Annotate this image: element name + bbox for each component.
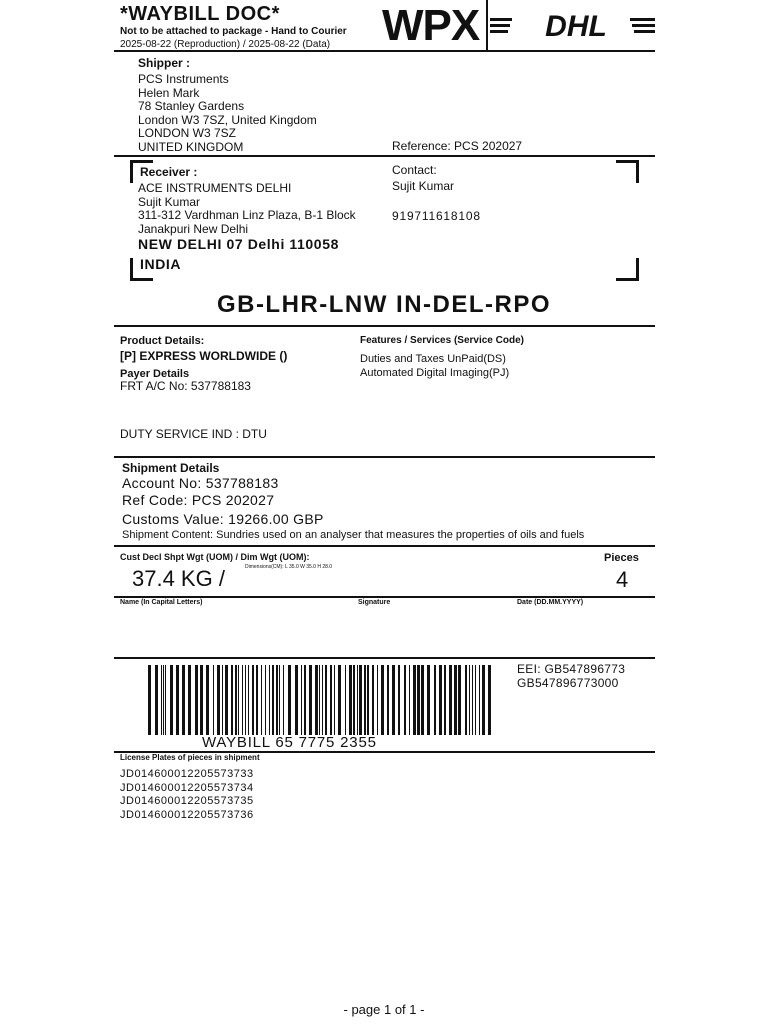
barcode-bar <box>269 665 270 735</box>
account-number: Account No: 537788183 <box>122 475 279 491</box>
features-list <box>360 353 509 380</box>
barcode-bar <box>417 665 420 735</box>
receiver-bracket-br <box>616 258 639 281</box>
barcode-bar <box>469 665 470 735</box>
barcode-bar <box>398 665 400 735</box>
barcode-top-rule <box>114 657 655 659</box>
barcode-bar <box>319 665 320 735</box>
barcode-bar <box>161 665 162 735</box>
barcode-bar <box>217 665 220 735</box>
barcode-bar <box>248 665 249 735</box>
barcode-bar <box>444 665 446 735</box>
routing-rule <box>114 325 655 327</box>
page-number: - page 1 of 1 - <box>343 1002 425 1017</box>
barcode-bar <box>367 665 369 735</box>
barcode-bar <box>309 665 312 735</box>
waybill-barcode <box>148 665 493 735</box>
barcode-bar <box>315 665 318 735</box>
name-label: Name (In Capital Letters) <box>120 599 203 606</box>
receiver-country: INDIA <box>140 256 182 272</box>
barcode-bar <box>421 665 424 735</box>
barcode-bar <box>238 665 239 735</box>
barcode-bar <box>288 665 291 735</box>
barcode-bar <box>245 665 246 735</box>
barcode-bar <box>182 665 185 735</box>
shipper-city-line: London W3 7SZ, United Kingdom <box>138 112 317 127</box>
shipper-postcode: LONDON W3 7SZ <box>138 126 237 140</box>
document-title: *WAYBILL DOC* <box>120 3 280 25</box>
barcode-bar <box>170 665 173 735</box>
contact-name: Sujit Kumar <box>392 179 455 193</box>
routing-code: GB-LHR-LNW IN-DEL-RPO <box>216 291 552 318</box>
barcode-bar <box>359 665 362 735</box>
license-plate: JD014600012205573735 <box>120 795 254 807</box>
barcode-bar <box>242 665 243 735</box>
receiver-company: ACE INSTRUMENTS DELHI <box>138 181 292 195</box>
feature-item: Automated Digital Imaging(PJ) <box>360 366 510 379</box>
shipper-country: UNITED KINGDOM <box>138 139 244 154</box>
barcode-bar <box>301 665 302 735</box>
barcode-bar <box>304 665 306 735</box>
courier-note: Not to be attached to package - Hand to Courier <box>120 26 347 37</box>
barcode-bar <box>283 665 284 735</box>
barcode-bar <box>322 665 323 735</box>
barcode-bar <box>261 665 262 735</box>
receiver-district: Janakpuri New Delhi <box>138 221 249 236</box>
contact-label: Contact: <box>392 163 437 177</box>
barcode-bar <box>364 665 366 735</box>
weight-label: Cust Decl Shpt Wgt (UOM) / Dim Wgt (UOM): <box>120 552 310 562</box>
product-value: [P] EXPRESS WORLDWIDE () <box>120 349 288 363</box>
barcode-bar <box>295 665 298 735</box>
barcode-bar <box>272 665 274 735</box>
barcode-bar <box>155 665 158 735</box>
barcode-bar <box>176 665 179 735</box>
receiver-street: 311-312 Vardhman Linz Plaza, B-1 Block <box>138 208 356 222</box>
shipment-details-label: Shipment Details <box>122 461 220 475</box>
dimensions: Dimensions(CM): L 35.0 W 35.0 H 28.0 <box>245 564 333 570</box>
barcode-bar <box>338 665 341 735</box>
customs-value: Customs Value: 19266.00 GBP <box>122 511 324 527</box>
dhl-logo-text: DHL <box>545 10 607 40</box>
receiver-city: NEW DELHI 07 Delhi 110058 <box>138 236 339 252</box>
barcode-bar <box>279 665 280 735</box>
barcode-bar <box>488 665 491 735</box>
dhl-logo <box>490 10 655 40</box>
barcode-bar <box>325 665 327 735</box>
shipment-content: Shipment Content: Sundries used on an analyser that measures the properties of oils and fuels <box>122 529 585 541</box>
barcode-bar <box>206 665 209 735</box>
barcode-bar <box>330 665 332 735</box>
barcode-bar <box>372 665 374 735</box>
license-plate: JD014600012205573733 <box>120 768 254 780</box>
barcode-bar <box>195 665 198 735</box>
product-label: Product Details: <box>120 335 205 347</box>
barcode-bar <box>188 665 191 735</box>
product-rule <box>114 456 655 458</box>
barcode-bar <box>276 665 278 735</box>
eei-number: EEI: GB547896773 <box>517 662 626 676</box>
document-dates: 2025-08-22 (Reproduction) / 2025-08-22 (Data) <box>120 39 331 50</box>
weight-value: 37.4 KG / <box>132 566 225 591</box>
product-code: WPX <box>382 1 480 50</box>
shipper-street: 78 Stanley Gardens <box>138 99 245 113</box>
receiver-label: Receiver : <box>140 165 198 179</box>
barcode-bar <box>222 665 223 735</box>
barcode-bar <box>427 665 430 735</box>
barcode-bar <box>334 665 335 735</box>
barcode-bar <box>381 665 384 735</box>
contact-phone: 919711618108 <box>392 209 481 223</box>
barcode-bar <box>148 665 151 735</box>
pieces-value: 4 <box>616 567 629 592</box>
barcode-bar <box>465 665 467 735</box>
barcode-bar <box>413 665 416 735</box>
ref-code: Ref Code: PCS 202027 <box>122 492 275 508</box>
eei-code: GB547896773000 <box>517 676 619 690</box>
shipper-reference: Reference: PCS 202027 <box>392 139 523 153</box>
license-plates-list <box>120 768 254 822</box>
barcode-bar <box>353 665 355 735</box>
barcode-bar <box>265 665 266 735</box>
header-divider <box>486 0 488 50</box>
date-label: Date (DD.MM.YYYY) <box>517 599 584 606</box>
barcode-bar <box>163 665 164 735</box>
barcode-bar <box>409 665 410 735</box>
barcode-bar <box>256 665 258 735</box>
shipper-contact: Helen Mark <box>138 85 200 100</box>
barcode-bar <box>377 665 378 735</box>
barcode-bar <box>439 665 442 735</box>
eei-block <box>517 662 625 690</box>
barcode-bar <box>449 665 452 735</box>
barcode-bar <box>434 665 436 735</box>
barcode-bar <box>357 665 358 735</box>
pieces-label: Pieces <box>604 552 639 564</box>
payer-value: FRT A/C No: 537788183 <box>120 379 251 393</box>
shipment-rule <box>114 545 655 547</box>
barcode-bar <box>482 665 485 735</box>
license-plate: JD014600012205573736 <box>120 808 254 821</box>
barcode-bar <box>454 665 457 735</box>
barcode-bar <box>475 665 476 735</box>
barcode-bar <box>479 665 480 735</box>
barcode-bar <box>165 665 166 735</box>
payer-label: Payer Details <box>120 368 190 380</box>
barcode-bar <box>231 665 233 735</box>
shipper-address <box>138 73 317 154</box>
barcode-bar <box>349 665 352 735</box>
header-rule <box>114 50 655 52</box>
receiver-address <box>138 182 356 236</box>
duty-service: DUTY SERVICE IND : DTU <box>120 427 267 441</box>
receiver-bracket-tr <box>616 160 639 183</box>
signature-label: Signature <box>358 599 391 606</box>
barcode-bar <box>404 665 406 735</box>
features-label: Features / Services (Service Code) <box>360 335 524 346</box>
barcode-bar <box>200 665 203 735</box>
barcode-bar <box>235 665 237 735</box>
shipper-rule <box>114 155 655 157</box>
barcode-bar <box>252 665 254 735</box>
weight-rule <box>114 596 655 598</box>
barcode-bar <box>387 665 389 735</box>
barcode-bar <box>225 665 228 735</box>
shipper-label: Shipper : <box>138 56 191 70</box>
waybill-number: WAYBILL 65 7775 2355 <box>202 734 377 751</box>
license-plate: JD014600012205573734 <box>120 781 254 794</box>
barcode-bar <box>458 665 461 735</box>
barcode-bar <box>472 665 473 735</box>
shipper-company: PCS Instruments <box>138 72 229 86</box>
feature-item: Duties and Taxes UnPaid(DS) <box>360 353 506 365</box>
barcode-bar <box>345 665 346 735</box>
barcode-bar <box>213 665 214 735</box>
license-plates-label: License Plates of pieces in shipment <box>120 753 260 762</box>
barcode-bar <box>392 665 395 735</box>
receiver-contact: Sujit Kumar <box>138 194 201 209</box>
